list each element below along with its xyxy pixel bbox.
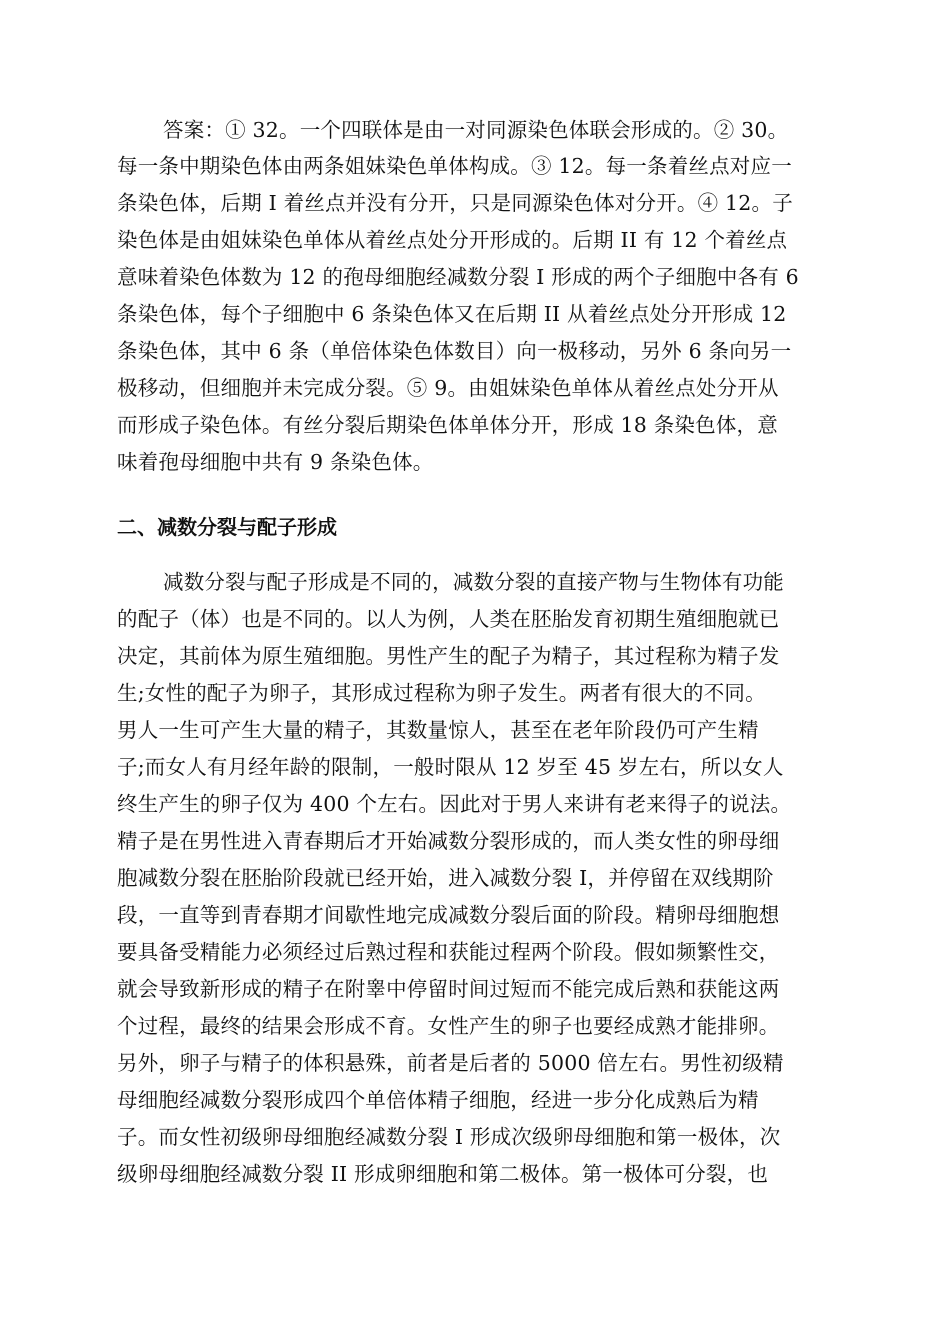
answer-line-6: 条染色体，每个子细胞中 6 条染色体又在后期 II 从着丝点处分开形成 12 xyxy=(117,302,787,326)
body-line-16: 子。而女性初级卵母细胞经减数分裂 I 形成次级卵母细胞和第一极体，次 xyxy=(117,1125,781,1149)
answer-line-7: 条染色体，其中 6 条（单倍体染色体数目）向一极移动，另外 6 条向另一 xyxy=(117,339,792,363)
body-line-4: 生;女性的配子为卵子，其形成过程称为卵子发生。两者有很大的不同。 xyxy=(117,681,766,705)
body-line-11: 要具备受精能力必须经过后熟过程和获能过程两个阶段。假如频繁性交， xyxy=(117,940,780,964)
answer-line-10: 味着孢母细胞中共有 9 条染色体。 xyxy=(117,450,434,474)
body-line-8: 精子是在男性进入青春期后才开始减数分裂形成的，而人类女性的卵母细 xyxy=(117,829,780,853)
answer-line-3: 条染色体，后期 I 着丝点并没有分开，只是同源染色体对分开。④ 12。子 xyxy=(117,191,793,215)
body-line-5: 男人一生可产生大量的精子，其数量惊人，甚至在老年阶段仍可产生精 xyxy=(117,718,759,742)
body-line-14: 另外，卵子与精子的体积悬殊，前者是后者的 5000 倍左右。男性初级精 xyxy=(117,1051,784,1075)
body-line-3: 决定，其前体为原生殖细胞。男性产生的配子为精子，其过程称为精子发 xyxy=(117,644,780,668)
body-line-1: 减数分裂与配子形成是不同的，减数分裂的直接产物与生物体有功能 xyxy=(163,570,784,594)
answer-line-9: 而形成子染色体。有丝分裂后期染色体单体分开，形成 18 条染色体，意 xyxy=(117,413,778,437)
body-line-6: 子;而女人有月经年龄的限制，一般时限从 12 岁至 45 岁左右，所以女人 xyxy=(117,755,784,779)
body-line-9: 胞减数分裂在胚胎阶段就已经开始，进入减数分裂 I，并停留在双线期阶 xyxy=(117,866,774,890)
body-line-13: 个过程，最终的结果会形成不育。女性产生的卵子也要经成熟才能排卵。 xyxy=(117,1014,780,1038)
answer-line-1: 答案：① 32。一个四联体是由一对同源染色体联会形成的。② 30。 xyxy=(163,118,789,142)
body-line-12: 就会导致新形成的精子在附睾中停留时间过短而不能完成后熟和获能这两 xyxy=(117,977,780,1001)
section-heading: 二、减数分裂与配子形成 xyxy=(117,515,337,539)
body-line-17: 级卵母细胞经减数分裂 II 形成卵细胞和第二极体。第一极体可分裂，也 xyxy=(117,1162,769,1186)
body-line-7: 终生产生的卵子仅为 400 个左右。因此对于男人来讲有老来得子的说法。 xyxy=(117,792,792,816)
body-line-15: 母细胞经减数分裂形成四个单倍体精子细胞，经进一步分化成熟后为精 xyxy=(117,1088,759,1112)
answer-line-8: 极移动，但细胞并未完成分裂。⑤ 9。由姐妹染色单体从着丝点处分开从 xyxy=(117,376,779,400)
answer-line-5: 意味着染色体数为 12 的孢母细胞经减数分裂 I 形成的两个子细胞中各有 6 xyxy=(117,265,799,289)
body-line-2: 的配子（体）也是不同的。以人为例，人类在胚胎发育初期生殖细胞就已 xyxy=(117,607,780,631)
answer-line-4: 染色体是由姐妹染色单体从着丝点处分开形成的。后期 II 有 12 个着丝点 xyxy=(117,228,788,252)
body-line-10: 段，一直等到青春期才间歇性地完成减数分裂后面的阶段。精卵母细胞想 xyxy=(117,903,780,927)
answer-line-2: 每一条中期染色体由两条姐妹染色单体构成。③ 12。每一条着丝点对应一 xyxy=(117,154,792,178)
